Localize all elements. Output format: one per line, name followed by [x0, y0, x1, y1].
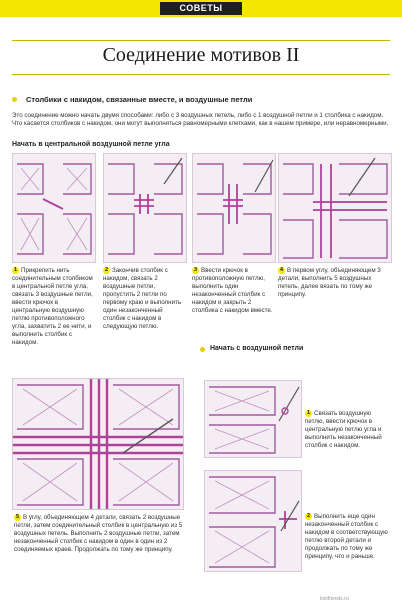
- step2-illustration: [103, 153, 187, 263]
- section1-heading: Столбики с накидом, связанные вместе, и воздушные петли: [26, 95, 253, 104]
- step3-text: Ввести крючок в противоположную петлю, выполнить один незаконченный столбик с накидом и закрыть 2 столбика с накидом вместе.: [192, 267, 273, 315]
- step1-caption: [12, 267, 94, 347]
- intro-paragraph: Это соединение можно начать двумя способами: либо с 3 воздушных петель, либо с 1 воздушной петли и 1 столбика с накидом. Что касается столбиков с накидом, они могут выполняться равномерными клетками, как в нашем примере, или неравномерными.: [12, 112, 389, 127]
- step5-text: В углу, объединяющем 4 детали, связать 2 воздушные петли, затем соединительный столбик в центральную из 5 воздушных петель. Выполнить 2 воздушные петли, затем незаконченный столбик с накидом в один в один из 2 соединяемых краев. Продолжать по тому же принципу.: [14, 514, 183, 554]
- section2-start-label: Начать с воздушной петли: [210, 345, 304, 352]
- alt-step1-caption: [305, 410, 391, 450]
- step1-number: 1: [13, 267, 18, 273]
- step4-text: В первом углу, объединяющем 3 детали, выполнить 5 воздушных петель, далее вязать по тому же принципу.: [278, 267, 381, 299]
- alt-step1-text: Связать воздушную петлю, ввести крючок в центральную петлю угла и выполнить незаконченный столбик с накидом.: [305, 410, 382, 450]
- step3-number: 3: [193, 267, 198, 273]
- step1-illustration: [12, 153, 96, 263]
- step4-illustration: [278, 153, 392, 263]
- alt-step2-caption: [305, 513, 391, 561]
- alt-step1-illustration: [204, 380, 302, 458]
- title-rule-top: [12, 40, 390, 41]
- alt-step1-number: 1: [306, 410, 311, 416]
- section1-start-label: Начать в центральной воздушной петле угла: [12, 141, 170, 148]
- step1-text: Прикрепить нить соединительным столбиком в центральной петле угла, связать 3 воздушные петли, ввести крючок в центральную воздушную петлю противоположного угла, захватить 2 ее нити, и выполнить столбик с накидом.: [12, 267, 93, 347]
- step4-caption: [278, 267, 390, 299]
- step2-caption: [103, 267, 185, 331]
- step2-number: 2: [104, 267, 109, 273]
- section-label: СОВЕТЫ: [160, 2, 242, 15]
- step3-illustration: [192, 153, 276, 263]
- alt-step2-number: 2: [306, 513, 311, 519]
- step3-caption: [192, 267, 274, 315]
- step5-number: 5: [15, 514, 20, 520]
- step5-caption: [14, 514, 194, 554]
- step2-text: Закончив столбик с накидом, связать 2 воздушные петли, пропустить 2 петли по первому краю и выполнить один незаконченный столбик с накидом в следующую петлю.: [103, 267, 182, 331]
- section2-bullet: [200, 347, 205, 352]
- step4-number: 4: [279, 267, 284, 273]
- footer-credit: knitfriends.ru: [320, 596, 349, 602]
- alt-step2-illustration: [204, 470, 302, 572]
- alt-step2-text: Выполнить еще один незаконченный столбик с накидом в соответствующую петлю второй детали и продолжать по тому же принципу, что и раньше.: [305, 513, 388, 561]
- heading-bullet: [12, 97, 17, 102]
- page-title: Соединение мотивов II: [102, 44, 300, 66]
- title-rule-bottom: [12, 74, 390, 75]
- step5-illustration: [12, 378, 184, 510]
